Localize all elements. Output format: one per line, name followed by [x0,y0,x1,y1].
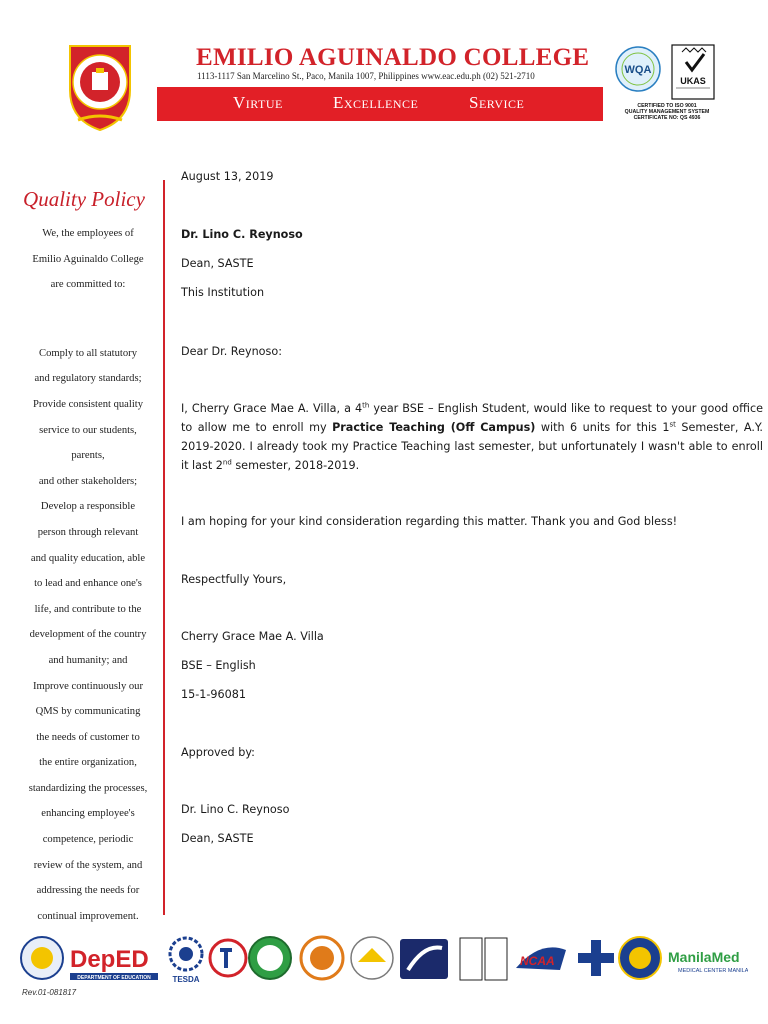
policy-line: addressing the needs for [36,885,140,897]
policy-line: service to our students, [39,424,137,436]
blue-seal-logo [619,937,661,979]
policy-line: continual improvement. [37,910,139,922]
letter-date: August 13, 2019 [181,170,274,183]
sender-name: Cherry Grace Mae A. Villa [181,630,324,643]
policy-line: to lead and enhance one's [34,578,142,590]
policy-line: Improve continuously our [32,680,144,692]
approved-by-label: Approved by: [181,746,255,759]
course-name: Practice Teaching (Off Campus) [332,421,536,434]
closing: Respectfully Yours, [181,573,287,586]
policy-line: Emilio Aguinaldo College [32,253,144,265]
policy-line: enhancing employee's [41,808,135,820]
salutation: Dear Dr. Reynoso: [181,345,282,358]
manilamed-logo [668,949,748,974]
svg-text:NCAA: NCAA [520,954,555,968]
certification-badges [614,42,718,102]
deped-logo [70,946,158,981]
policy-line: competence, periodic [42,834,134,846]
policy-line: review of the system, and [33,859,143,871]
recipient-name: Dr. Lino C. Reynoso [181,228,303,241]
policy-line: the entire organization, [39,757,137,769]
svg-text:ManilaMed: ManilaMed [668,949,740,965]
sender-student-id: 15-1-96081 [181,688,247,701]
ukas-logo-text: UKAS [680,76,706,86]
green-seal-logo [249,937,291,979]
college-name: EMILIO AGUINALDO COLLEGE [196,44,590,71]
cross-logo [578,940,614,976]
college-address: 1113-1117 San Marcelino St., Paco, Manila 1007, Philippines www.eac.edu.ph (02) 521-2710 [197,71,535,81]
consideration-paragraph: I am hoping for your kind consideration regarding this matter. Thank you and God bless! [181,515,678,528]
college-seal-logo [60,42,140,132]
accreditation-logos-strip [20,934,748,986]
policy-line: life, and contribute to the [34,603,142,615]
quality-policy-text [14,224,162,932]
value-excellence: Excellence [333,93,419,112]
recipient-organization: This Institution [181,286,265,299]
red-emblem-logo [210,940,246,976]
svg-text:DepED: DepED [70,946,149,973]
wqa-logo-text: WQA [624,64,652,76]
revision-code: Rev.01-081817 [22,988,77,997]
policy-line: person through relevant [37,526,139,538]
policy-line: standardizing the processes, [28,782,148,794]
ncaa-logo [516,947,566,970]
policy-line: Provide consistent quality [32,398,144,410]
svg-text:TESDA: TESDA [172,975,200,984]
recipient-title: Dean, SASTE [181,257,254,270]
seal-logo-1 [21,937,63,979]
policy-line: the needs of customer to [36,731,140,743]
request-paragraph: I, Cherry Grace Mae A. Villa, a 4th year BSE – English Student, would like to request to your good office to allow me to enroll my Practice Teaching (Off Campus) with 6 units for this 1st Semester, A.Y. 2019-2020. I already took my Practice Teaching last semester, but unfortunately I wasn't able to enroll it last 2nd semester, 2018-2019. [181,401,763,472]
policy-line: QMS by communicating [35,706,141,718]
value-virtue: Virtue [233,93,283,112]
letters-block-logo [460,938,507,980]
policy-line: We, the employees of [42,228,134,239]
orange-seal-logo [301,937,343,979]
value-service: Service [469,93,525,112]
policy-line: Develop a responsible [40,501,136,513]
tesda-logo [170,938,202,984]
policy-line: and other stakeholders; [38,475,138,487]
navy-swoosh-logo [400,939,448,979]
svg-text:MEDICAL CENTER MANILA: MEDICAL CENTER MANILA [678,968,748,974]
approver-title: Dean, SASTE [181,832,254,845]
policy-line: development of the country [29,629,147,641]
policy-line: and regulatory standards; [34,373,142,385]
approver-name: Dr. Lino C. Reynoso [181,803,290,816]
policy-line: are committed to: [50,279,126,291]
policy-line: parents, [71,450,105,462]
iso-certification-text: CERTIFIED TO ISO 9001 QUALITY MANAGEMENT SYSTEM CERTIFICATE NO: QS 4936 [624,103,710,121]
sidebar-divider [163,180,165,915]
policy-line: Comply to all statutory [39,347,137,359]
sender-course: BSE – English [181,659,256,672]
core-values-banner [157,87,603,121]
policy-line: and humanity; and [48,654,128,666]
yellow-seal-logo [351,937,393,979]
svg-text:DEPARTMENT OF EDUCATION: DEPARTMENT OF EDUCATION [77,975,151,981]
quality-policy-title: Quality Policy [23,187,145,211]
policy-line: and quality education, able [30,552,146,564]
